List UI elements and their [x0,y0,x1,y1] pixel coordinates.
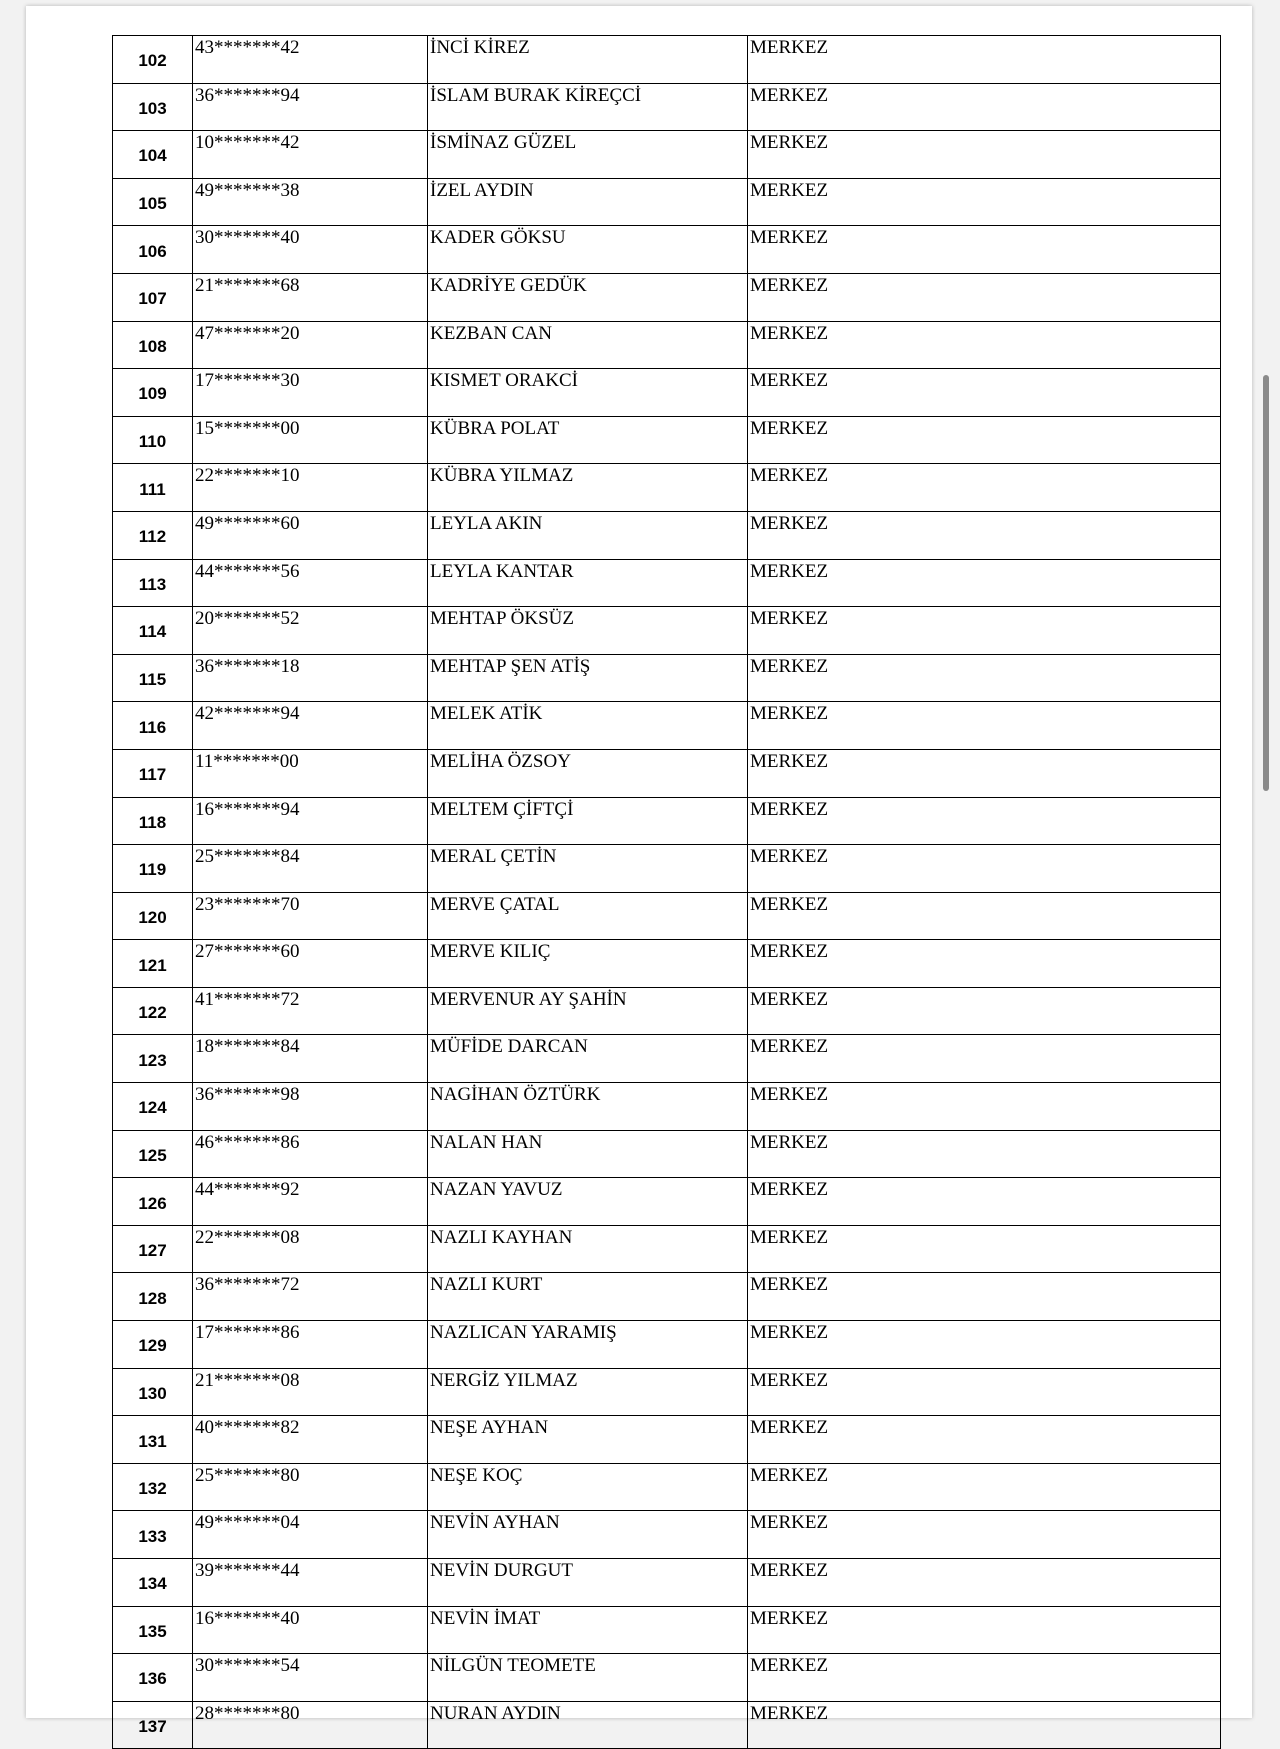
masked-id-cell: 28*******80 [193,1701,428,1749]
full-name-cell: MERVE ÇATAL [428,892,748,940]
row-number: 104 [113,131,193,179]
unit-cell: MERKEZ [748,1511,1221,1559]
masked-id-cell: 30*******54 [193,1654,428,1702]
unit-cell: MERKEZ [748,178,1221,226]
person-list-table [112,35,1221,1749]
masked-id-cell: 43*******42 [193,36,428,84]
row-number: 107 [113,273,193,321]
masked-id-cell: 49*******60 [193,511,428,559]
masked-id-cell: 17*******30 [193,369,428,417]
full-name-cell: NURAN AYDIN [428,1701,748,1749]
table-row [113,273,1221,321]
unit-cell: MERKEZ [748,83,1221,131]
row-number: 137 [113,1701,193,1749]
full-name-cell: MERVENUR AY ŞAHİN [428,987,748,1035]
full-name-cell: NAZLICAN YARAMIŞ [428,1321,748,1369]
row-number: 118 [113,797,193,845]
unit-cell: MERKEZ [748,987,1221,1035]
table-row [113,987,1221,1035]
unit-cell: MERKEZ [748,369,1221,417]
masked-id-cell: 30*******40 [193,226,428,274]
full-name-cell: NAGİHAN ÖZTÜRK [428,1083,748,1131]
scrollbar-thumb[interactable] [1263,375,1269,791]
table-row [113,1463,1221,1511]
masked-id-cell: 49*******04 [193,1511,428,1559]
masked-id-cell: 20*******52 [193,607,428,655]
table-row [113,1273,1221,1321]
full-name-cell: NEVİN DURGUT [428,1559,748,1607]
unit-cell: MERKEZ [748,702,1221,750]
table-row [113,1035,1221,1083]
unit-cell: MERKEZ [748,1225,1221,1273]
masked-id-cell: 42*******94 [193,702,428,750]
full-name-cell: İSMİNAZ GÜZEL [428,131,748,179]
masked-id-cell: 47*******20 [193,321,428,369]
unit-cell: MERKEZ [748,749,1221,797]
row-number: 132 [113,1463,193,1511]
table-row [113,511,1221,559]
unit-cell: MERKEZ [748,416,1221,464]
row-number: 109 [113,369,193,417]
table-row [113,226,1221,274]
unit-cell: MERKEZ [748,1416,1221,1464]
full-name-cell: KADER GÖKSU [428,226,748,274]
masked-id-cell: 39*******44 [193,1559,428,1607]
unit-cell: MERKEZ [748,1035,1221,1083]
table-row [113,369,1221,417]
unit-cell: MERKEZ [748,321,1221,369]
table-row [113,845,1221,893]
unit-cell: MERKEZ [748,1273,1221,1321]
person-list-body [113,36,1221,1749]
row-number: 126 [113,1178,193,1226]
row-number: 128 [113,1273,193,1321]
table-row [113,797,1221,845]
full-name-cell: MEHTAP ŞEN ATİŞ [428,654,748,702]
table-row [113,416,1221,464]
full-name-cell: MEHTAP ÖKSÜZ [428,607,748,655]
table-row [113,559,1221,607]
row-number: 135 [113,1606,193,1654]
table-row [113,1130,1221,1178]
table-row [113,1178,1221,1226]
row-number: 127 [113,1225,193,1273]
masked-id-cell: 25*******84 [193,845,428,893]
row-number: 116 [113,702,193,750]
row-number: 121 [113,940,193,988]
table-row [113,1511,1221,1559]
masked-id-cell: 44*******56 [193,559,428,607]
unit-cell: MERKEZ [748,131,1221,179]
row-number: 136 [113,1654,193,1702]
table-row [113,178,1221,226]
masked-id-cell: 44*******92 [193,1178,428,1226]
full-name-cell: İNCİ KİREZ [428,36,748,84]
masked-id-cell: 25*******80 [193,1463,428,1511]
masked-id-cell: 27*******60 [193,940,428,988]
masked-id-cell: 22*******10 [193,464,428,512]
full-name-cell: LEYLA AKIN [428,511,748,559]
full-name-cell: NERGİZ YILMAZ [428,1368,748,1416]
unit-cell: MERKEZ [748,1654,1221,1702]
full-name-cell: NAZAN YAVUZ [428,1178,748,1226]
full-name-cell: İSLAM BURAK KİREÇCİ [428,83,748,131]
table-row [113,1559,1221,1607]
row-number: 113 [113,559,193,607]
table-row [113,1225,1221,1273]
unit-cell: MERKEZ [748,559,1221,607]
row-number: 108 [113,321,193,369]
unit-cell: MERKEZ [748,1606,1221,1654]
table-row [113,607,1221,655]
document-page [26,6,1252,1737]
unit-cell: MERKEZ [748,273,1221,321]
unit-cell: MERKEZ [748,511,1221,559]
full-name-cell: KÜBRA POLAT [428,416,748,464]
row-number: 125 [113,1130,193,1178]
full-name-cell: NAZLI KAYHAN [428,1225,748,1273]
table-row [113,749,1221,797]
unit-cell: MERKEZ [748,1559,1221,1607]
full-name-cell: NAZLI KURT [428,1273,748,1321]
row-number: 117 [113,749,193,797]
masked-id-cell: 16*******40 [193,1606,428,1654]
full-name-cell: KÜBRA YILMAZ [428,464,748,512]
row-number: 134 [113,1559,193,1607]
row-number: 103 [113,83,193,131]
unit-cell: MERKEZ [748,36,1221,84]
full-name-cell: NİLGÜN TEOMETE [428,1654,748,1702]
row-number: 122 [113,987,193,1035]
unit-cell: MERKEZ [748,797,1221,845]
row-number: 133 [113,1511,193,1559]
table-row [113,131,1221,179]
unit-cell: MERKEZ [748,464,1221,512]
full-name-cell: NEŞE AYHAN [428,1416,748,1464]
masked-id-cell: 36*******98 [193,1083,428,1131]
masked-id-cell: 22*******08 [193,1225,428,1273]
table-row [113,892,1221,940]
full-name-cell: NEŞE KOÇ [428,1463,748,1511]
table-row [113,1083,1221,1131]
row-number: 123 [113,1035,193,1083]
unit-cell: MERKEZ [748,654,1221,702]
unit-cell: MERKEZ [748,1701,1221,1749]
full-name-cell: MELİHA ÖZSOY [428,749,748,797]
row-number: 130 [113,1368,193,1416]
row-number: 102 [113,36,193,84]
unit-cell: MERKEZ [748,892,1221,940]
table-row [113,1654,1221,1702]
unit-cell: MERKEZ [748,940,1221,988]
table-row [113,1701,1221,1749]
row-number: 106 [113,226,193,274]
masked-id-cell: 21*******68 [193,273,428,321]
full-name-cell: NALAN HAN [428,1130,748,1178]
unit-cell: MERKEZ [748,1321,1221,1369]
unit-cell: MERKEZ [748,1178,1221,1226]
unit-cell: MERKEZ [748,1130,1221,1178]
row-number: 115 [113,654,193,702]
full-name-cell: İZEL AYDIN [428,178,748,226]
row-number: 124 [113,1083,193,1131]
masked-id-cell: 36*******18 [193,654,428,702]
unit-cell: MERKEZ [748,1083,1221,1131]
full-name-cell: KEZBAN CAN [428,321,748,369]
masked-id-cell: 11*******00 [193,749,428,797]
masked-id-cell: 18*******84 [193,1035,428,1083]
masked-id-cell: 23*******70 [193,892,428,940]
table-row [113,654,1221,702]
table-row [113,36,1221,84]
full-name-cell: NEVİN İMAT [428,1606,748,1654]
row-number: 131 [113,1416,193,1464]
full-name-cell: MELEK ATİK [428,702,748,750]
row-number: 114 [113,607,193,655]
masked-id-cell: 41*******72 [193,987,428,1035]
row-number: 105 [113,178,193,226]
unit-cell: MERKEZ [748,845,1221,893]
unit-cell: MERKEZ [748,226,1221,274]
masked-id-cell: 46*******86 [193,1130,428,1178]
table-row [113,940,1221,988]
full-name-cell: MERVE KILIÇ [428,940,748,988]
row-number: 112 [113,511,193,559]
masked-id-cell: 21*******08 [193,1368,428,1416]
full-name-cell: KISMET ORAKCİ [428,369,748,417]
table-row [113,321,1221,369]
full-name-cell: KADRİYE GEDÜK [428,273,748,321]
unit-cell: MERKEZ [748,1463,1221,1511]
full-name-cell: MELTEM ÇİFTÇİ [428,797,748,845]
table-row [113,83,1221,131]
full-name-cell: NEVİN AYHAN [428,1511,748,1559]
full-name-cell: LEYLA KANTAR [428,559,748,607]
row-number: 119 [113,845,193,893]
unit-cell: MERKEZ [748,607,1221,655]
full-name-cell: MÜFİDE DARCAN [428,1035,748,1083]
full-name-cell: MERAL ÇETİN [428,845,748,893]
masked-id-cell: 40*******82 [193,1416,428,1464]
masked-id-cell: 17*******86 [193,1321,428,1369]
masked-id-cell: 49*******38 [193,178,428,226]
table-row [113,1368,1221,1416]
row-number: 129 [113,1321,193,1369]
row-number: 110 [113,416,193,464]
unit-cell: MERKEZ [748,1368,1221,1416]
table-row [113,702,1221,750]
row-number: 111 [113,464,193,512]
row-number: 120 [113,892,193,940]
masked-id-cell: 15*******00 [193,416,428,464]
masked-id-cell: 16*******94 [193,797,428,845]
table-row [113,464,1221,512]
masked-id-cell: 36*******94 [193,83,428,131]
masked-id-cell: 10*******42 [193,131,428,179]
masked-id-cell: 36*******72 [193,1273,428,1321]
table-row [113,1321,1221,1369]
table-row [113,1416,1221,1464]
table-row [113,1606,1221,1654]
